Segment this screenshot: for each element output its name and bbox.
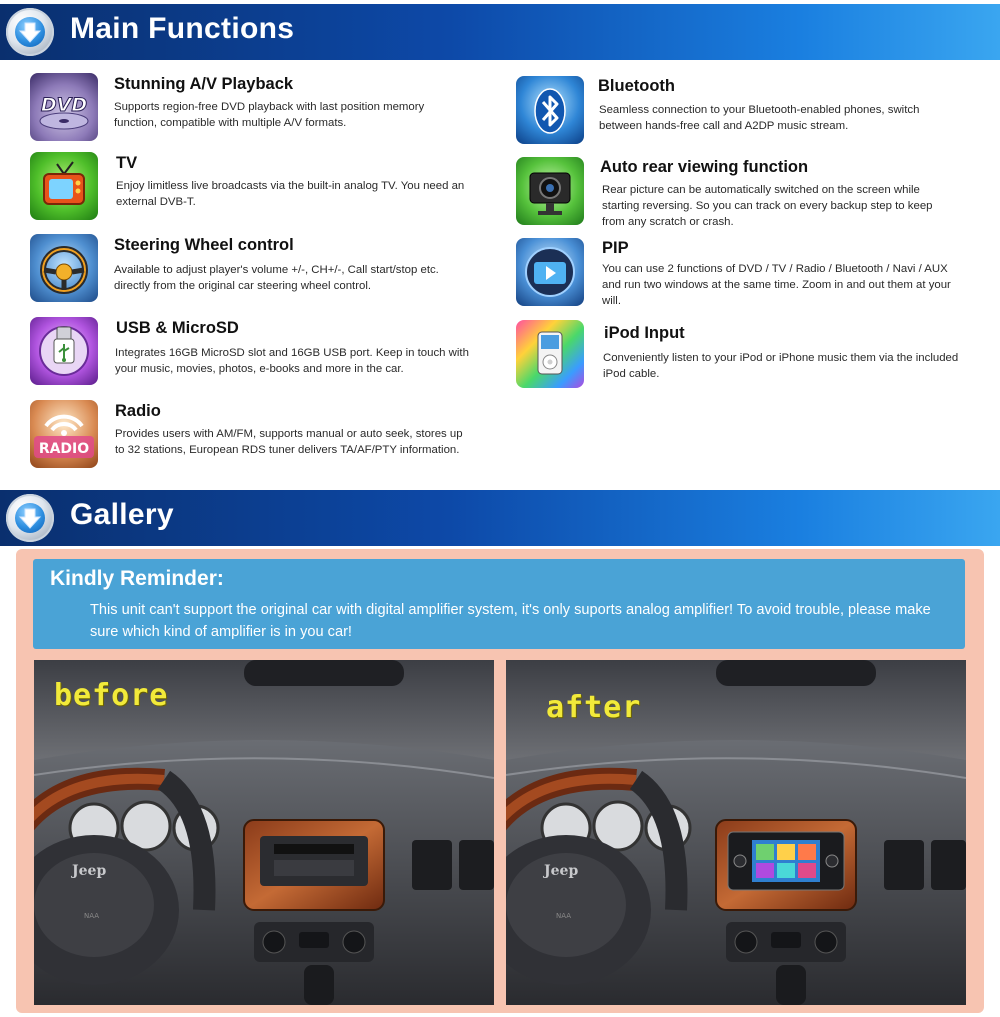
steering-logo-text: Jeep	[72, 863, 107, 879]
feature-usb-microsd	[30, 317, 480, 389]
after-label: after	[546, 690, 642, 725]
feature-desc: Conveniently listen to your iPod or iPhone music them via the included iPod cable.	[603, 352, 959, 380]
dvd-icon-text: DVD	[40, 94, 88, 116]
down-arrow-icon	[6, 8, 54, 56]
before-label: before	[54, 678, 169, 713]
usb-icon	[30, 317, 98, 385]
reminder-title: Kindly Reminder:	[50, 567, 224, 590]
feature-steering-wheel	[30, 234, 480, 306]
feature-av-playback	[30, 73, 480, 145]
feature-title: PIP	[602, 239, 629, 257]
pip-icon	[516, 238, 584, 306]
feature-desc: Supports region-free DVD playback with last position memory function, compatible with multiple A/V formats.	[114, 101, 425, 129]
steering-badge-text: NAA	[556, 912, 572, 920]
feature-desc: Seamless connection to your Bluetooth-enabled phones, switch between hands-free call and A2DP music stream.	[599, 104, 920, 132]
steering-wheel-icon	[30, 234, 98, 302]
before-photo	[34, 660, 494, 1005]
feature-title: TV	[116, 154, 138, 172]
tv-icon	[30, 152, 98, 220]
main-functions-banner	[0, 4, 1000, 60]
feature-title: Radio	[115, 402, 161, 420]
reminder-box	[33, 559, 965, 649]
down-arrow-icon	[6, 494, 54, 542]
section-title-gallery: Gallery	[70, 498, 174, 531]
feature-title: iPod Input	[604, 324, 685, 342]
radio-icon	[30, 400, 98, 468]
steering-logo-text: Jeep	[544, 863, 579, 879]
after-photo	[506, 660, 966, 1005]
dvd-icon	[30, 73, 98, 141]
feature-ipod	[516, 320, 976, 392]
bluetooth-icon	[516, 76, 584, 144]
ipod-icon	[516, 320, 584, 388]
feature-desc: You can use 2 functions of DVD / TV / Radio / Bluetooth / Navi / AUX and run two windows at the same time. Zoom in and out them at your will.	[602, 263, 951, 307]
feature-title: Auto rear viewing function	[600, 158, 809, 176]
feature-desc: Integrates 16GB MicroSD slot and 16GB USB port. Keep in touch with your music, movies, photos, e-books and more in the car.	[115, 347, 469, 375]
gallery-banner	[0, 490, 1000, 546]
feature-rear-view	[516, 157, 976, 233]
rear-camera-icon	[516, 157, 584, 225]
reminder-text: This unit can't support the original car with digital amplifier system, it's only suports analog amplifier! To avoid trouble, please make sure which kind of amplifier is in you car!	[90, 602, 931, 640]
feature-desc: Enjoy limitless live broadcasts via the built-in analog TV. You need an external DVB-T.	[116, 180, 465, 208]
section-title-main-functions: Main Functions	[70, 12, 295, 45]
feature-title: Stunning A/V Playback	[114, 75, 294, 93]
feature-tv	[30, 152, 480, 224]
steering-badge-text: NAA	[84, 912, 100, 920]
gallery-panel	[16, 549, 984, 1013]
feature-bluetooth	[516, 76, 976, 148]
feature-title: Steering Wheel control	[114, 236, 294, 254]
feature-title: USB & MicroSD	[116, 319, 239, 337]
radio-icon-text: RADIO	[38, 441, 90, 457]
feature-radio	[30, 400, 480, 480]
feature-desc: Rear picture can be automatically switched on the screen while starting reversing. So you can track on every backup step to keep from any scratch or crash.	[602, 184, 933, 228]
feature-desc: Provides users with AM/FM, supports manual or auto seek, stores up to 32 stations, European RDS tuner delivers TA/AF/PTY information.	[115, 428, 463, 456]
feature-desc: Available to adjust player's volume +/-, CH+/-, Call start/stop etc. directly from the original car steering wheel control.	[114, 264, 439, 292]
feature-pip	[516, 238, 976, 310]
feature-title: Bluetooth	[598, 77, 675, 95]
